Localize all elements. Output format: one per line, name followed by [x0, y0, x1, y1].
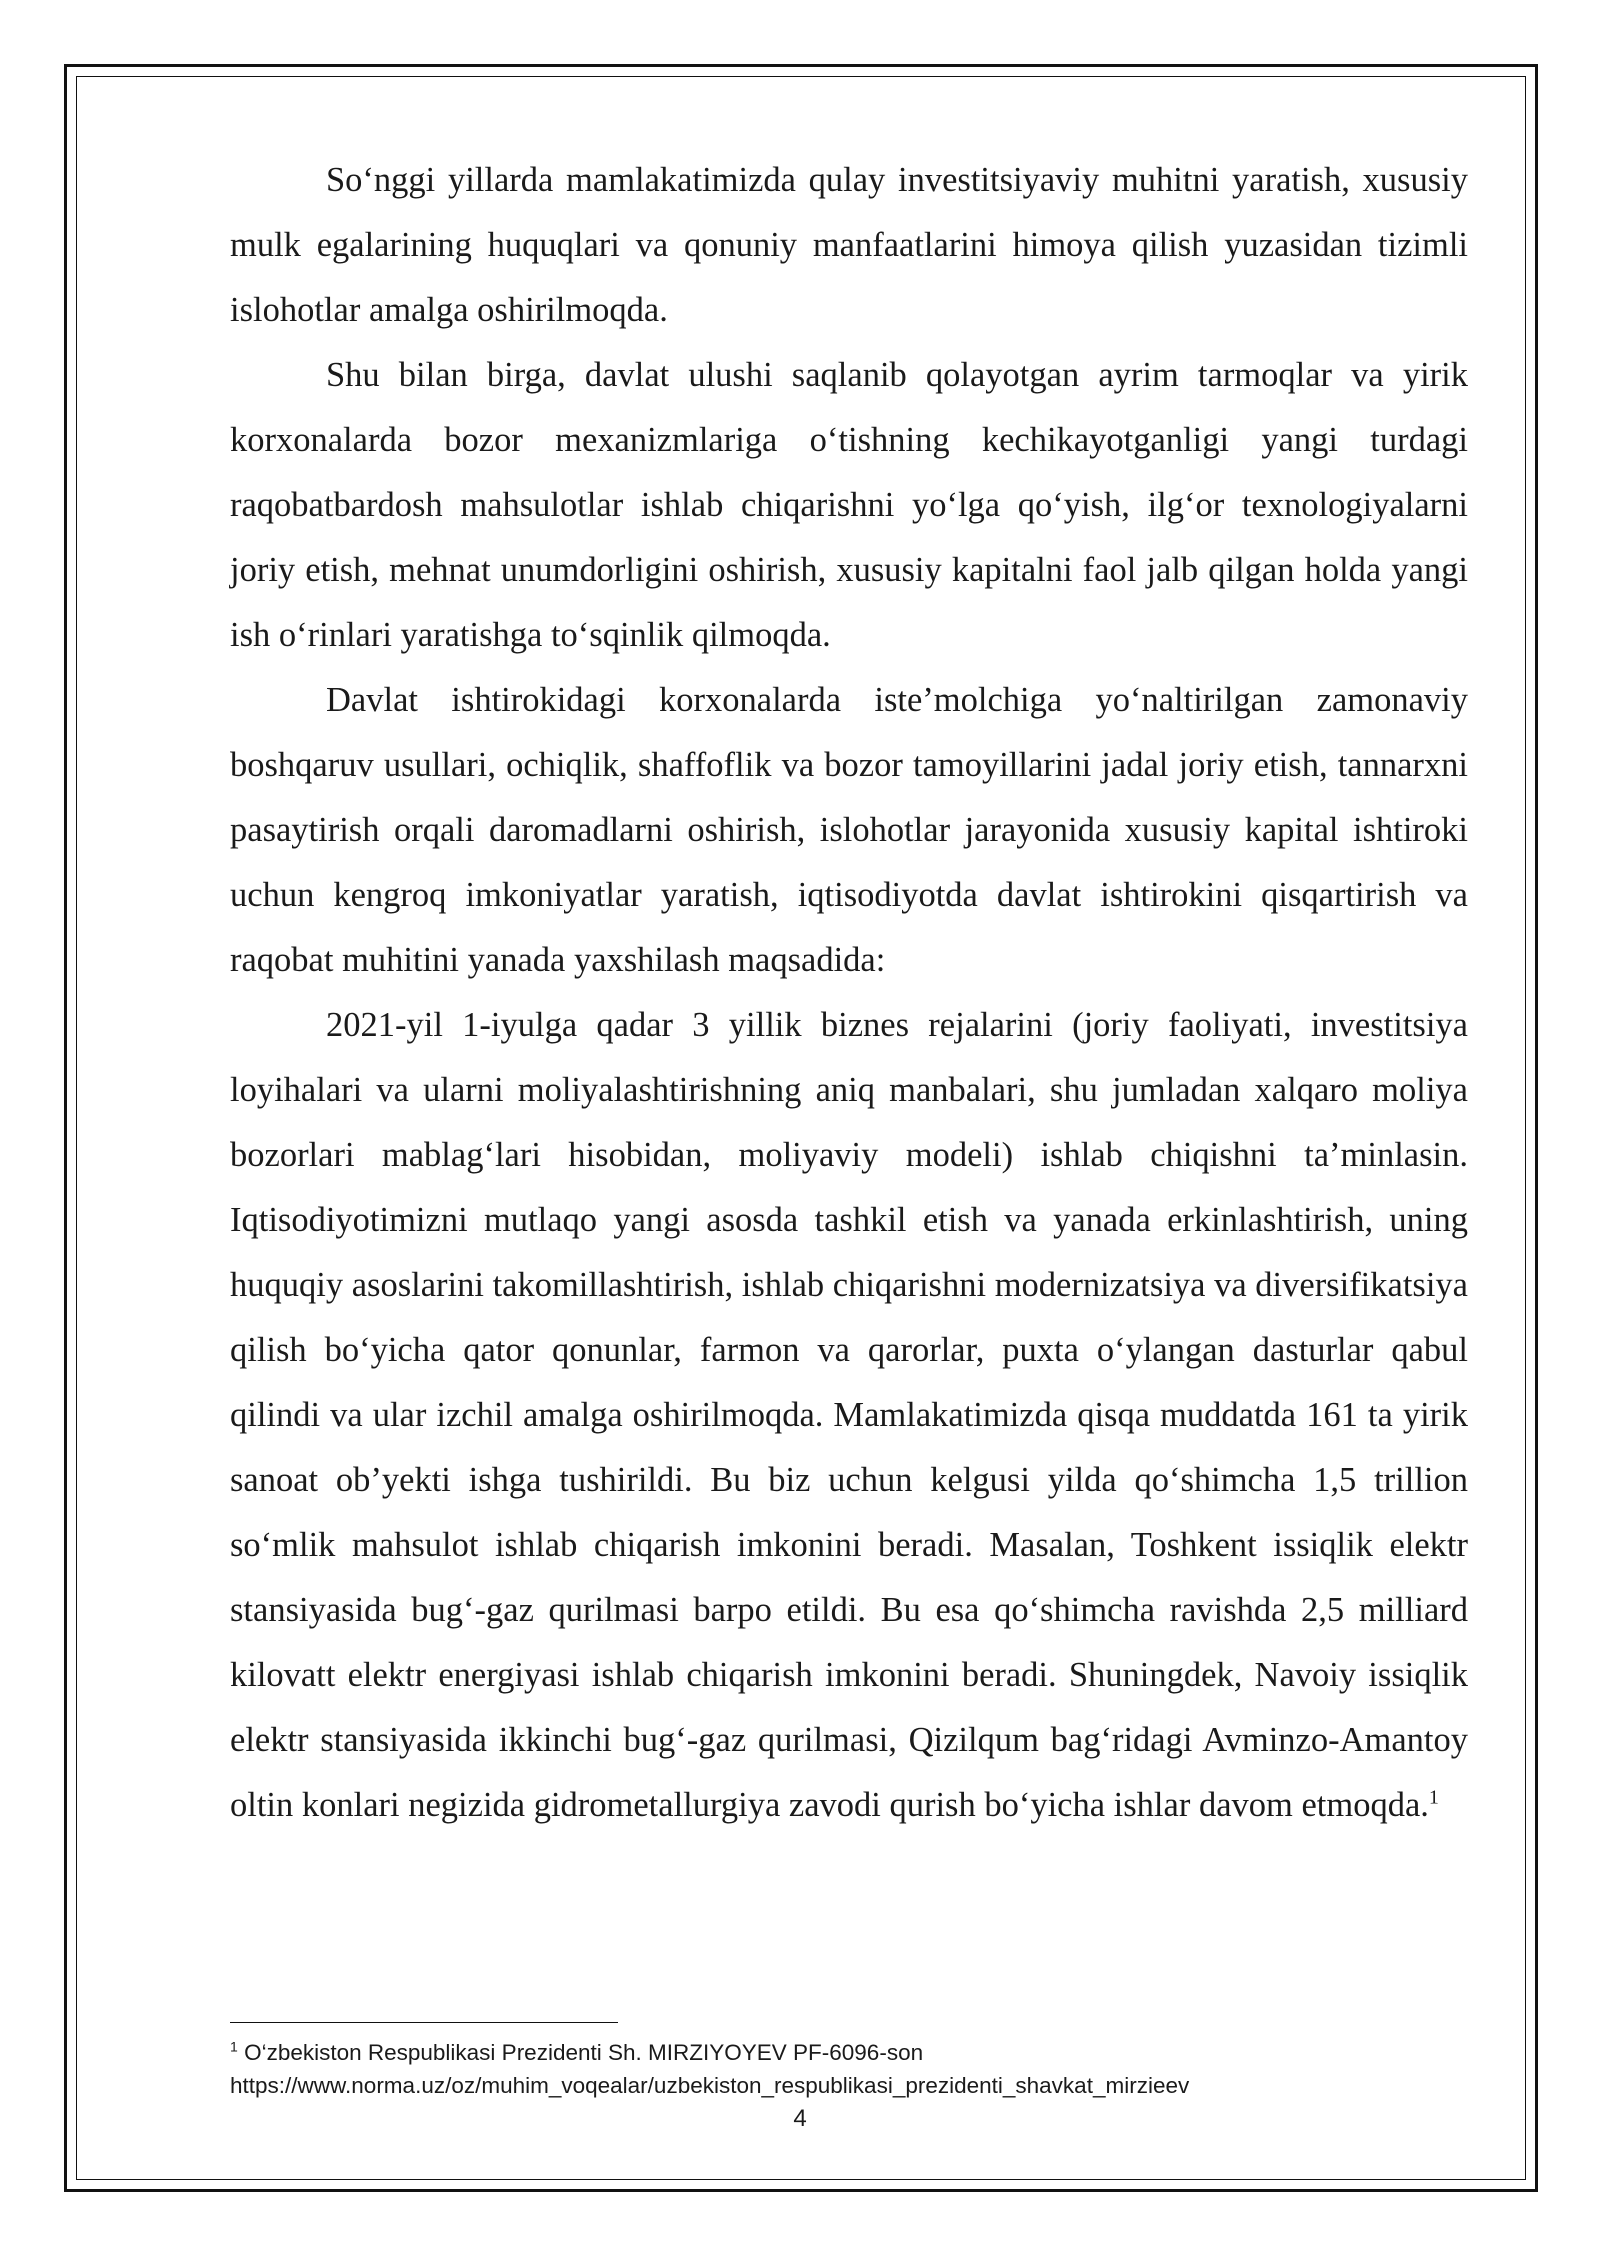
footnote-reference[interactable]: 1: [1428, 1786, 1439, 1809]
paragraph-2-text: Shu bilan birga, davlat ulushi saqlanib qolayotgan ayrim tarmoqlar va yirik korxonalarda bozor mexanizmlariga o‘tishning kechikayotganligi yangi turdagi raqobatbardosh mahsulotlar ishlab chiqarishni yo‘lga qo‘yish, ilg‘or texnologiyalarni joriy etish, mehnat unumdorligini oshirish, xususiy kapitalni faol jalb qilgan holda yangi ish o‘rinlari yaratishga to‘sqinlik qilmoqda.: [230, 356, 1468, 654]
paragraph-4: [230, 993, 1468, 1838]
document-body: [230, 148, 1468, 1838]
footnote: [230, 2036, 1468, 2102]
page-number: 4: [793, 2105, 807, 2132]
footnote-citation: O‘zbekiston Respublikasi Prezidenti Sh. MIRZIYOYEV PF-6096-son: [244, 2040, 924, 2065]
paragraph-3-text: Davlat ishtirokidagi korxonalarda iste’molchiga yo‘naltirilgan zamonaviy boshqaruv usullari, ochiqlik, shaffoflik va bozor tamoyillarini jadal joriy etish, tannarxni pasaytirish orqali daromadlarni oshirish, islohotlar jarayonida xususiy kapital ishtiroki uchun kengroq imkoniyatlar yaratish, iqtisodiyotda davlat ishtirokini qisqartirish va raqobat muhitini yanada yaxshilash maqsadida:: [230, 681, 1468, 979]
paragraph-1: [230, 148, 1468, 343]
footnote-url[interactable]: https://www.norma.uz/oz/muhim_voqealar/uzbekiston_respublikasi_prezidenti_shavkat_mirzieev: [230, 2073, 1190, 2098]
footnote-separator: [230, 2022, 618, 2023]
footnote-line-1: [230, 2036, 1468, 2069]
paragraph-1-text: So‘nggi yillarda mamlakatimizda qulay investitsiyaviy muhitni yaratish, xususiy mulk egalarining huquqlari va qonuniy manfaatlarini himoya qilish yuzasidan tizimli islohotlar amalga oshirilmoqda.: [230, 161, 1468, 329]
footnote-marker: 1: [230, 2038, 238, 2055]
paragraph-2: [230, 343, 1468, 668]
paragraph-4-text: 2021-yil 1-iyulga qadar 3 yillik biznes rejalarini (joriy faoliyati, investitsiya loyihalari va ularni moliyalashtirishning aniq manbalari, shu jumladan xalqaro moliya bozorlari mablag‘lari hisobidan, moliyaviy modeli) ishlab chiqishni ta’minlasin. Iqtisodiyotimizni mutlaqo yangi asosda tashkil etish va yanada erkinlashtirish, uning huquqiy asoslarini takomillashtirish, ishlab chiqarishni modernizatsiya va diversifikatsiya qilish bo‘yicha qator qonunlar, farmon va qarorlar, puxta o‘ylangan dasturlar qabul qilindi va ular izchil amalga oshirilmoqda. Mamlakatimizda qisqa muddatda 161 ta yirik sanoat ob’yekti ishga tushirildi. Bu biz uchun kelgusi yilda qo‘shimcha 1,5 trillion so‘mlik mahsulot ishlab chiqarish imkonini beradi. Masalan, Toshkent issiqlik elektr stansiyasida bug‘-gaz qurilmasi barpo etildi. Bu esa qo‘shimcha ravishda 2,5 milliard kilovatt elektr energiyasi ishlab chiqarish imkonini beradi. Shuningdek, Navoiy issiqlik elektr stansiyasida ikkinchi bug‘-gaz qurilmasi, Qizilqum bag‘ridagi Avminzo-Amantoy oltin konlari negizida gidrometallurgiya zavodi qurish bo‘yicha ishlar davom etmoqda.: [230, 1006, 1468, 1824]
paragraph-3: [230, 668, 1468, 993]
